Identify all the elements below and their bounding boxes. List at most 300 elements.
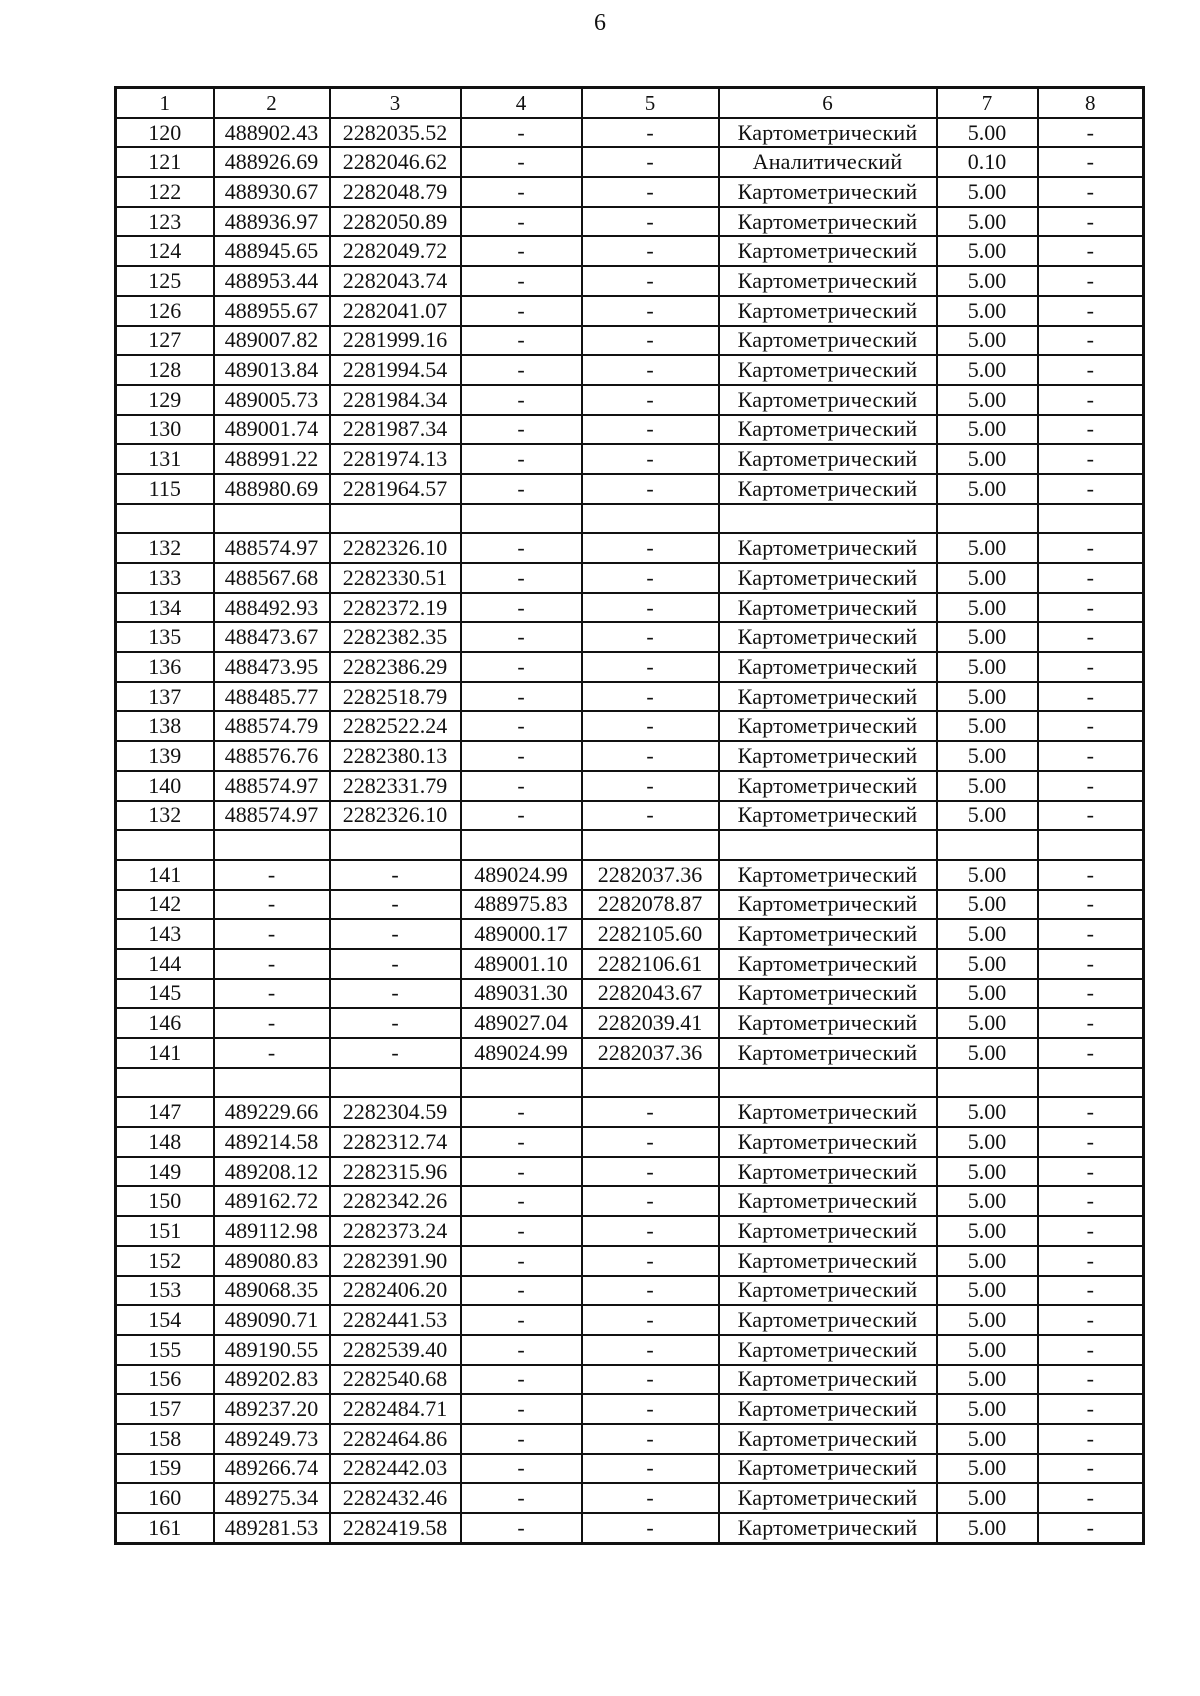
- x-coordinate-cell: 489229.66: [214, 1097, 330, 1127]
- table-row: [116, 177, 1144, 207]
- point-number-cell: 132: [116, 801, 214, 831]
- accuracy-cell: 5.00: [937, 266, 1038, 296]
- note-cell: -: [1038, 177, 1144, 207]
- column-header-6: 6: [719, 88, 937, 118]
- note-cell: -: [1038, 682, 1144, 712]
- new-x-coordinate-cell: -: [461, 1186, 582, 1216]
- accuracy-cell: 5.00: [937, 860, 1038, 890]
- method-cell: Картометрический: [719, 1157, 937, 1187]
- note-cell: -: [1038, 444, 1144, 474]
- method-cell: Картометрический: [719, 355, 937, 385]
- column-header-2: 2: [214, 88, 330, 118]
- table-row: [116, 682, 1144, 712]
- new-x-coordinate-cell: 489000.17: [461, 919, 582, 949]
- x-coordinate-cell: 489090.71: [214, 1305, 330, 1335]
- note-cell: -: [1038, 1097, 1144, 1127]
- x-coordinate-cell: 488980.69: [214, 474, 330, 504]
- accuracy-cell: 5.00: [937, 741, 1038, 771]
- y-coordinate-cell: 2282540.68: [330, 1365, 461, 1395]
- new-x-coordinate-cell: 489031.30: [461, 979, 582, 1009]
- y-coordinate-cell: 2281999.16: [330, 326, 461, 356]
- note-cell: -: [1038, 1186, 1144, 1216]
- y-coordinate-cell: 2282539.40: [330, 1335, 461, 1365]
- new-y-coordinate-cell: -: [582, 326, 719, 356]
- note-cell: -: [1038, 890, 1144, 920]
- method-cell: Картометрический: [719, 1038, 937, 1068]
- accuracy-cell: 5.00: [937, 444, 1038, 474]
- new-y-coordinate-cell: -: [582, 741, 719, 771]
- note-cell: -: [1038, 1365, 1144, 1395]
- table-row: [116, 1186, 1144, 1216]
- new-x-coordinate-cell: -: [461, 296, 582, 326]
- new-y-coordinate-cell: -: [582, 1127, 719, 1157]
- new-y-coordinate-cell: -: [582, 533, 719, 563]
- note-cell: -: [1038, 1127, 1144, 1157]
- method-cell: Картометрический: [719, 385, 937, 415]
- accuracy-cell: 5.00: [937, 1276, 1038, 1306]
- x-coordinate-cell: 489005.73: [214, 385, 330, 415]
- y-coordinate-cell: 2281984.34: [330, 385, 461, 415]
- accuracy-cell: 5.00: [937, 474, 1038, 504]
- new-y-coordinate-cell: -: [582, 1186, 719, 1216]
- accuracy-cell: 0.10: [937, 147, 1038, 177]
- new-x-coordinate-cell: -: [461, 444, 582, 474]
- new-y-coordinate-cell: -: [582, 147, 719, 177]
- new-y-coordinate-cell: -: [582, 1305, 719, 1335]
- table-row: [116, 147, 1144, 177]
- table-row: [116, 1454, 1144, 1484]
- y-coordinate-cell: 2282391.90: [330, 1246, 461, 1276]
- y-coordinate-cell: 2282406.20: [330, 1276, 461, 1306]
- table-row: [116, 593, 1144, 623]
- method-cell: Картометрический: [719, 1335, 937, 1365]
- column-header-3: 3: [330, 88, 461, 118]
- table-row: [116, 1305, 1144, 1335]
- accuracy-cell: [937, 504, 1038, 534]
- table-row: [116, 415, 1144, 445]
- new-y-coordinate-cell: 2282105.60: [582, 919, 719, 949]
- point-number-cell: 115: [116, 474, 214, 504]
- new-y-coordinate-cell: -: [582, 1365, 719, 1395]
- y-coordinate-cell: 2282315.96: [330, 1157, 461, 1187]
- new-x-coordinate-cell: 489027.04: [461, 1008, 582, 1038]
- table-row: [116, 1513, 1144, 1543]
- x-coordinate-cell: 489214.58: [214, 1127, 330, 1157]
- accuracy-cell: 5.00: [937, 177, 1038, 207]
- accuracy-cell: 5.00: [937, 1365, 1038, 1395]
- point-number-cell: 151: [116, 1216, 214, 1246]
- new-x-coordinate-cell: -: [461, 1335, 582, 1365]
- new-x-coordinate-cell: -: [461, 711, 582, 741]
- note-cell: -: [1038, 533, 1144, 563]
- point-number-cell: 148: [116, 1127, 214, 1157]
- x-coordinate-cell: 489068.35: [214, 1276, 330, 1306]
- new-x-coordinate-cell: -: [461, 1216, 582, 1246]
- y-coordinate-cell: 2282342.26: [330, 1186, 461, 1216]
- table-row: [116, 1365, 1144, 1395]
- new-y-coordinate-cell: [582, 504, 719, 534]
- method-cell: Картометрический: [719, 1097, 937, 1127]
- new-x-coordinate-cell: -: [461, 741, 582, 771]
- y-coordinate-cell: 2281994.54: [330, 355, 461, 385]
- note-cell: -: [1038, 1454, 1144, 1484]
- point-number-cell: 138: [116, 711, 214, 741]
- table-row: [116, 236, 1144, 266]
- table-row: [116, 1038, 1144, 1068]
- accuracy-cell: 5.00: [937, 711, 1038, 741]
- y-coordinate-cell: 2282035.52: [330, 118, 461, 148]
- point-number-cell: 133: [116, 563, 214, 593]
- y-coordinate-cell: [330, 504, 461, 534]
- point-number-cell: 137: [116, 682, 214, 712]
- x-coordinate-cell: 488936.97: [214, 207, 330, 237]
- method-cell: Картометрический: [719, 682, 937, 712]
- accuracy-cell: 5.00: [937, 1305, 1038, 1335]
- point-number-cell: [116, 830, 214, 860]
- point-number-cell: 141: [116, 1038, 214, 1068]
- x-coordinate-cell: -: [214, 949, 330, 979]
- method-cell: Картометрический: [719, 296, 937, 326]
- method-cell: Картометрический: [719, 177, 937, 207]
- new-x-coordinate-cell: -: [461, 147, 582, 177]
- note-cell: -: [1038, 207, 1144, 237]
- x-coordinate-cell: 489249.73: [214, 1424, 330, 1454]
- accuracy-cell: 5.00: [937, 890, 1038, 920]
- note-cell: -: [1038, 1246, 1144, 1276]
- y-coordinate-cell: -: [330, 979, 461, 1009]
- new-y-coordinate-cell: -: [582, 1097, 719, 1127]
- table-row: [116, 326, 1144, 356]
- point-number-cell: 124: [116, 236, 214, 266]
- x-coordinate-cell: 488485.77: [214, 682, 330, 712]
- note-cell: -: [1038, 1483, 1144, 1513]
- point-number-cell: 127: [116, 326, 214, 356]
- point-number-cell: 123: [116, 207, 214, 237]
- table-row: [116, 652, 1144, 682]
- method-cell: Картометрический: [719, 741, 937, 771]
- y-coordinate-cell: 2282464.86: [330, 1424, 461, 1454]
- new-y-coordinate-cell: -: [582, 236, 719, 266]
- new-y-coordinate-cell: -: [582, 1216, 719, 1246]
- table-row: [116, 1335, 1144, 1365]
- y-coordinate-cell: -: [330, 860, 461, 890]
- new-x-coordinate-cell: -: [461, 1246, 582, 1276]
- column-header-4: 4: [461, 88, 582, 118]
- point-number-cell: 143: [116, 919, 214, 949]
- note-cell: -: [1038, 1276, 1144, 1306]
- new-y-coordinate-cell: 2282039.41: [582, 1008, 719, 1038]
- coordinates-table: [114, 86, 1145, 1545]
- new-y-coordinate-cell: [582, 1068, 719, 1098]
- new-x-coordinate-cell: -: [461, 1394, 582, 1424]
- new-x-coordinate-cell: -: [461, 236, 582, 266]
- accuracy-cell: 5.00: [937, 1038, 1038, 1068]
- note-cell: -: [1038, 593, 1144, 623]
- y-coordinate-cell: 2282330.51: [330, 563, 461, 593]
- x-coordinate-cell: [214, 830, 330, 860]
- new-x-coordinate-cell: -: [461, 355, 582, 385]
- point-number-cell: 121: [116, 147, 214, 177]
- x-coordinate-cell: 488574.97: [214, 801, 330, 831]
- y-coordinate-cell: 2282331.79: [330, 771, 461, 801]
- point-number-cell: 145: [116, 979, 214, 1009]
- new-y-coordinate-cell: -: [582, 563, 719, 593]
- accuracy-cell: 5.00: [937, 652, 1038, 682]
- accuracy-cell: 5.00: [937, 682, 1038, 712]
- table-row: [116, 533, 1144, 563]
- table-row: [116, 860, 1144, 890]
- accuracy-cell: 5.00: [937, 1454, 1038, 1484]
- accuracy-cell: 5.00: [937, 207, 1038, 237]
- new-y-coordinate-cell: 2282078.87: [582, 890, 719, 920]
- note-cell: -: [1038, 1305, 1144, 1335]
- note-cell: -: [1038, 1513, 1144, 1543]
- new-x-coordinate-cell: 489024.99: [461, 860, 582, 890]
- method-cell: Картометрический: [719, 919, 937, 949]
- table-row: [116, 622, 1144, 652]
- point-number-cell: 161: [116, 1513, 214, 1543]
- x-coordinate-cell: 488945.65: [214, 236, 330, 266]
- note-cell: -: [1038, 949, 1144, 979]
- accuracy-cell: 5.00: [937, 296, 1038, 326]
- table-row: [116, 741, 1144, 771]
- note-cell: -: [1038, 118, 1144, 148]
- point-number-cell: 131: [116, 444, 214, 474]
- method-cell: Картометрический: [719, 711, 937, 741]
- x-coordinate-cell: 489237.20: [214, 1394, 330, 1424]
- x-coordinate-cell: [214, 504, 330, 534]
- note-cell: -: [1038, 385, 1144, 415]
- note-cell: -: [1038, 1394, 1144, 1424]
- point-number-cell: 156: [116, 1365, 214, 1395]
- table-row: [116, 801, 1144, 831]
- new-x-coordinate-cell: [461, 830, 582, 860]
- new-y-coordinate-cell: -: [582, 1483, 719, 1513]
- y-coordinate-cell: 2282382.35: [330, 622, 461, 652]
- point-number-cell: 135: [116, 622, 214, 652]
- note-cell: -: [1038, 563, 1144, 593]
- new-y-coordinate-cell: 2282043.67: [582, 979, 719, 1009]
- column-header-7: 7: [937, 88, 1038, 118]
- new-x-coordinate-cell: -: [461, 326, 582, 356]
- accuracy-cell: 5.00: [937, 1246, 1038, 1276]
- table-row: [116, 474, 1144, 504]
- y-coordinate-cell: 2282304.59: [330, 1097, 461, 1127]
- method-cell: Картометрический: [719, 890, 937, 920]
- new-y-coordinate-cell: -: [582, 771, 719, 801]
- y-coordinate-cell: 2281987.34: [330, 415, 461, 445]
- accuracy-cell: 5.00: [937, 355, 1038, 385]
- y-coordinate-cell: -: [330, 919, 461, 949]
- new-y-coordinate-cell: -: [582, 177, 719, 207]
- method-cell: Картометрический: [719, 533, 937, 563]
- accuracy-cell: 5.00: [937, 919, 1038, 949]
- point-number-cell: 159: [116, 1454, 214, 1484]
- x-coordinate-cell: 489266.74: [214, 1454, 330, 1484]
- new-y-coordinate-cell: -: [582, 444, 719, 474]
- new-x-coordinate-cell: -: [461, 207, 582, 237]
- note-cell: -: [1038, 1335, 1144, 1365]
- new-x-coordinate-cell: [461, 504, 582, 534]
- y-coordinate-cell: 2282041.07: [330, 296, 461, 326]
- new-y-coordinate-cell: -: [582, 652, 719, 682]
- x-coordinate-cell: 489190.55: [214, 1335, 330, 1365]
- column-header-1: 1: [116, 88, 214, 118]
- new-x-coordinate-cell: -: [461, 1513, 582, 1543]
- point-number-cell: 153: [116, 1276, 214, 1306]
- new-x-coordinate-cell: -: [461, 622, 582, 652]
- note-cell: -: [1038, 1008, 1144, 1038]
- x-coordinate-cell: 488492.93: [214, 593, 330, 623]
- method-cell: Картометрический: [719, 860, 937, 890]
- note-cell: -: [1038, 474, 1144, 504]
- method-cell: Картометрический: [719, 979, 937, 1009]
- y-coordinate-cell: -: [330, 890, 461, 920]
- point-number-cell: 120: [116, 118, 214, 148]
- y-coordinate-cell: 2282326.10: [330, 801, 461, 831]
- new-x-coordinate-cell: -: [461, 563, 582, 593]
- y-coordinate-cell: 2282326.10: [330, 533, 461, 563]
- point-number-cell: 134: [116, 593, 214, 623]
- note-cell: -: [1038, 1216, 1144, 1246]
- method-cell: Картометрический: [719, 1365, 937, 1395]
- point-number-cell: 147: [116, 1097, 214, 1127]
- table-header-row: [116, 88, 1144, 118]
- new-x-coordinate-cell: -: [461, 1365, 582, 1395]
- new-y-coordinate-cell: [582, 830, 719, 860]
- method-cell: Картометрический: [719, 1305, 937, 1335]
- accuracy-cell: [937, 1068, 1038, 1098]
- y-coordinate-cell: 2281964.57: [330, 474, 461, 504]
- point-number-cell: 132: [116, 533, 214, 563]
- table-row: [116, 1216, 1144, 1246]
- note-cell: -: [1038, 801, 1144, 831]
- table-row: [116, 949, 1144, 979]
- accuracy-cell: 5.00: [937, 563, 1038, 593]
- y-coordinate-cell: 2282442.03: [330, 1454, 461, 1484]
- table-body: [116, 118, 1144, 1544]
- note-cell: -: [1038, 266, 1144, 296]
- method-cell: Картометрический: [719, 1008, 937, 1038]
- point-number-cell: 152: [116, 1246, 214, 1276]
- new-x-coordinate-cell: -: [461, 593, 582, 623]
- note-cell: -: [1038, 236, 1144, 266]
- new-x-coordinate-cell: -: [461, 385, 582, 415]
- method-cell: Картометрический: [719, 236, 937, 266]
- column-header-8: 8: [1038, 88, 1144, 118]
- table-row: [116, 1276, 1144, 1306]
- y-coordinate-cell: 2282432.46: [330, 1483, 461, 1513]
- new-y-coordinate-cell: -: [582, 1246, 719, 1276]
- table-row: [116, 979, 1144, 1009]
- new-x-coordinate-cell: -: [461, 266, 582, 296]
- accuracy-cell: 5.00: [937, 1186, 1038, 1216]
- note-cell: [1038, 830, 1144, 860]
- accuracy-cell: 5.00: [937, 1157, 1038, 1187]
- new-x-coordinate-cell: [461, 1068, 582, 1098]
- point-number-cell: [116, 504, 214, 534]
- note-cell: -: [1038, 741, 1144, 771]
- method-cell: Картометрический: [719, 207, 937, 237]
- new-y-coordinate-cell: -: [582, 266, 719, 296]
- note-cell: -: [1038, 622, 1144, 652]
- method-cell: Аналитический: [719, 147, 937, 177]
- accuracy-cell: 5.00: [937, 1216, 1038, 1246]
- accuracy-cell: 5.00: [937, 1424, 1038, 1454]
- new-x-coordinate-cell: -: [461, 474, 582, 504]
- new-y-coordinate-cell: -: [582, 682, 719, 712]
- point-number-cell: 142: [116, 890, 214, 920]
- table-row: [116, 355, 1144, 385]
- x-coordinate-cell: 488926.69: [214, 147, 330, 177]
- note-cell: -: [1038, 652, 1144, 682]
- x-coordinate-cell: 488574.97: [214, 533, 330, 563]
- new-y-coordinate-cell: -: [582, 207, 719, 237]
- table-row: [116, 919, 1144, 949]
- method-cell: Картометрический: [719, 326, 937, 356]
- new-x-coordinate-cell: -: [461, 118, 582, 148]
- table-row: [116, 890, 1144, 920]
- x-coordinate-cell: -: [214, 979, 330, 1009]
- method-cell: [719, 830, 937, 860]
- new-x-coordinate-cell: -: [461, 1305, 582, 1335]
- x-coordinate-cell: 489208.12: [214, 1157, 330, 1187]
- method-cell: Картометрический: [719, 1186, 937, 1216]
- note-cell: -: [1038, 711, 1144, 741]
- note-cell: -: [1038, 415, 1144, 445]
- point-number-cell: 150: [116, 1186, 214, 1216]
- new-x-coordinate-cell: 489001.10: [461, 949, 582, 979]
- new-x-coordinate-cell: -: [461, 1276, 582, 1306]
- new-y-coordinate-cell: -: [582, 474, 719, 504]
- method-cell: Картометрический: [719, 593, 937, 623]
- new-x-coordinate-cell: -: [461, 1483, 582, 1513]
- note-cell: -: [1038, 1424, 1144, 1454]
- new-x-coordinate-cell: -: [461, 801, 582, 831]
- method-cell: Картометрический: [719, 474, 937, 504]
- y-coordinate-cell: 2282046.62: [330, 147, 461, 177]
- table-row: [116, 771, 1144, 801]
- accuracy-cell: 5.00: [937, 1097, 1038, 1127]
- method-cell: Картометрический: [719, 118, 937, 148]
- new-x-coordinate-cell: -: [461, 533, 582, 563]
- method-cell: Картометрический: [719, 444, 937, 474]
- new-y-coordinate-cell: -: [582, 296, 719, 326]
- point-number-cell: 140: [116, 771, 214, 801]
- new-x-coordinate-cell: -: [461, 1157, 582, 1187]
- y-coordinate-cell: 2282386.29: [330, 652, 461, 682]
- x-coordinate-cell: 489013.84: [214, 355, 330, 385]
- accuracy-cell: 5.00: [937, 979, 1038, 1009]
- x-coordinate-cell: 488574.79: [214, 711, 330, 741]
- point-number-cell: 155: [116, 1335, 214, 1365]
- method-cell: [719, 1068, 937, 1098]
- accuracy-cell: 5.00: [937, 771, 1038, 801]
- x-coordinate-cell: 489007.82: [214, 326, 330, 356]
- note-cell: -: [1038, 860, 1144, 890]
- point-number-cell: 129: [116, 385, 214, 415]
- method-cell: Картометрический: [719, 1216, 937, 1246]
- y-coordinate-cell: -: [330, 1038, 461, 1068]
- table-row: [116, 563, 1144, 593]
- x-coordinate-cell: 489162.72: [214, 1186, 330, 1216]
- point-number-cell: 141: [116, 860, 214, 890]
- method-cell: Картометрический: [719, 1276, 937, 1306]
- new-x-coordinate-cell: -: [461, 1454, 582, 1484]
- x-coordinate-cell: 488930.67: [214, 177, 330, 207]
- method-cell: Картометрический: [719, 801, 937, 831]
- y-coordinate-cell: 2282049.72: [330, 236, 461, 266]
